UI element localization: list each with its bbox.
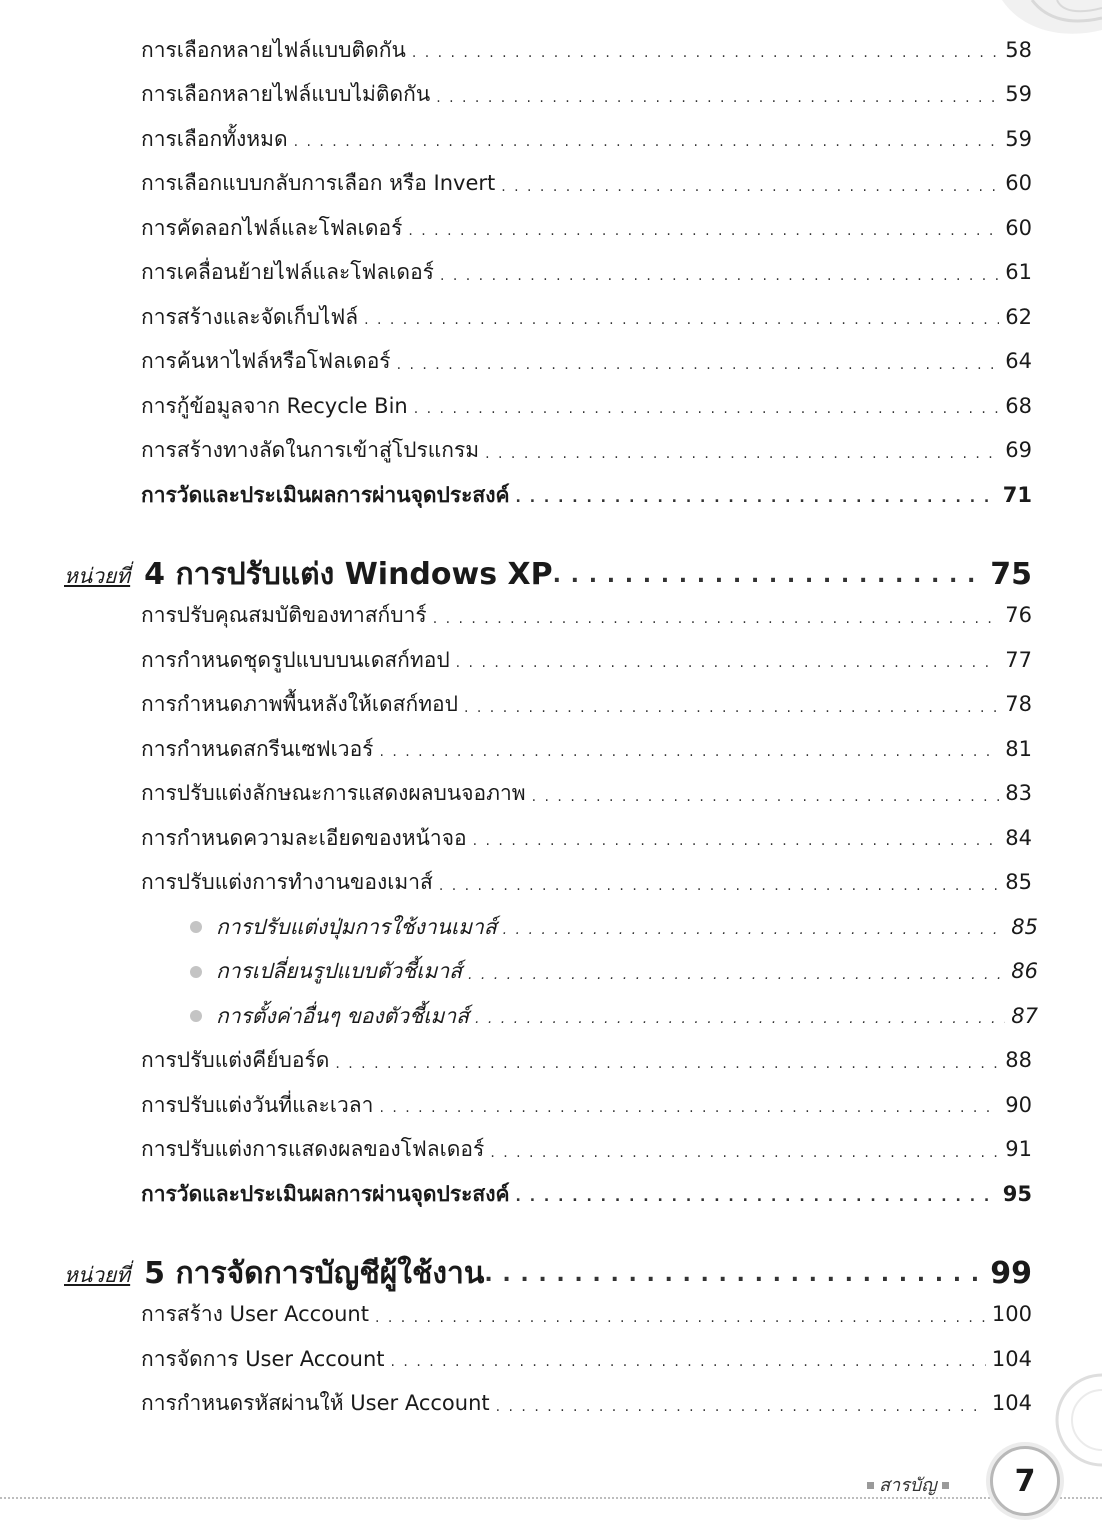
toc-subentry-label: การปรับแต่งปุ่มการใช้งานเมาส์ [216, 914, 497, 939]
toc-entry-label: การเลือกแบบกลับการเลือก หรือ Invert [141, 171, 496, 196]
toc-entry[interactable] [141, 340, 1032, 385]
unit-heading-4[interactable] [64, 534, 1032, 594]
toc-entry-label: การวัดและประเมินผลการผ่านจุดประสงค์ [141, 482, 510, 507]
leader-dots [475, 1012, 1005, 1026]
toc-subentry-page: 87 [1011, 1003, 1038, 1028]
toc-entry-page: 83 [1005, 781, 1032, 806]
toc-entry-label: การปรับแต่งการทำงานของเมาส์ [141, 870, 433, 895]
leader-dots [439, 879, 999, 893]
toc-entry[interactable] [141, 816, 1032, 861]
toc-entry[interactable] [141, 594, 1032, 639]
leader-dots [397, 358, 1000, 372]
unit-title: 5 การจัดการบัญชีผู้ใช้งาน [144, 1255, 485, 1291]
toc-entry-label: การสร้างทางลัดในการเข้าสู่โปรแกรม [141, 438, 480, 463]
toc-entry-label: การปรับแต่งคีย์บอร์ด [141, 1048, 330, 1073]
toc-subentry-page: 86 [1011, 959, 1038, 984]
toc-entry[interactable] [141, 727, 1032, 772]
unit-word: หน่วยที่ [64, 1262, 131, 1287]
toc-entry-label: การวัดและประเมินผลการผ่านจุดประสงค์ [141, 1181, 510, 1206]
toc-subentry[interactable] [190, 994, 1038, 1039]
leader-dots [379, 745, 999, 759]
toc-entry-page: 61 [1005, 260, 1032, 285]
toc-entry[interactable] [141, 1128, 1032, 1173]
toc-subentry-page: 85 [1011, 914, 1038, 939]
toc-subentry-label: การตั้งค่าอื่นๆ ของตัวชี้เมาส์ [216, 1003, 469, 1028]
toc-entry-label: การกำหนดรหัสผ่านให้ User Account [141, 1391, 490, 1416]
leader-dots [496, 1400, 986, 1414]
toc-entry-label: การเลือกหลายไฟล์แบบไม่ติดกัน [141, 82, 431, 107]
footer-section-text: สารบัญ [879, 1475, 937, 1496]
toc-entry-label: การปรับแต่งวันที่และเวลา [141, 1092, 374, 1117]
toc-entry[interactable] [141, 1337, 1032, 1382]
leader-dots [408, 224, 999, 238]
page-number-badge [990, 1446, 1060, 1516]
toc-entry-page: 71 [1002, 482, 1032, 507]
toc-entry-label: การจัดการ User Account [141, 1346, 385, 1371]
toc-entry-label: การสร้างและจัดเก็บไฟล์ [141, 304, 359, 329]
toc-entry[interactable] [141, 1293, 1032, 1338]
toc-entry-label: การกู้ข้อมูลจาก Recycle Bin [141, 393, 408, 418]
unit-word: หน่วยที่ [64, 563, 131, 588]
toc-entry-page: 100 [991, 1302, 1032, 1327]
toc-entry[interactable] [141, 1083, 1032, 1128]
leader-dots [532, 790, 1000, 804]
unit-page: 99 [990, 1255, 1032, 1291]
toc-entry-label: การปรับแต่งลักษณะการแสดงผลบนจอภาพ [141, 781, 526, 806]
toc-entry-page: 95 [1002, 1181, 1032, 1206]
bullet-icon [190, 1010, 202, 1022]
toc-entry-page: 64 [1005, 349, 1032, 374]
toc-entry-page: 59 [1005, 82, 1032, 107]
toc-entry[interactable] [141, 861, 1032, 906]
toc-entry-label: การกำหนดชุดรูปแบบบนเดสก์ทอป [141, 647, 450, 672]
leader-dots [490, 1146, 999, 1160]
leader-dots [379, 1101, 999, 1115]
toc-entry-assessment[interactable] [141, 473, 1032, 518]
leader-dots [335, 1057, 999, 1071]
leader-dots [503, 923, 1006, 937]
toc-entry-page: 58 [1005, 37, 1032, 62]
footer-section-label [862, 1470, 954, 1499]
toc-entry[interactable] [141, 638, 1032, 683]
square-bullet-icon [942, 1482, 949, 1489]
toc-entry-label: การปรับคุณสมบัติของทาสก์บาร์ [141, 603, 427, 628]
leader-dots [516, 1190, 997, 1204]
toc-entry-page: 91 [1005, 1137, 1032, 1162]
unit-page: 75 [990, 556, 1032, 592]
leader-dots [553, 565, 985, 587]
toc-entry-label: การปรับแต่งการแสดงผลของโฟลเดอร์ [141, 1137, 485, 1162]
unit-title: 4 การปรับแต่ง Windows XP [144, 556, 553, 592]
toc-subentry[interactable] [190, 950, 1038, 995]
toc-entry[interactable] [141, 1039, 1032, 1084]
toc-entry[interactable] [141, 251, 1032, 296]
toc-entry[interactable] [141, 28, 1032, 73]
leader-dots [436, 91, 999, 105]
leader-dots [484, 1264, 984, 1286]
toc-entry-label: การกำหนดภาพพื้นหลังให้เดสก์ทอป [141, 692, 458, 717]
toc-entry-assessment[interactable] [141, 1172, 1032, 1217]
toc-entry-label: การค้นหาไฟล์หรือโฟลเดอร์ [141, 349, 391, 374]
leader-dots [375, 1311, 986, 1325]
leader-dots [414, 402, 1000, 416]
leader-dots [456, 656, 1000, 670]
toc-entry[interactable] [141, 117, 1032, 162]
toc-entry[interactable] [141, 1382, 1032, 1427]
leader-dots [440, 269, 999, 283]
toc-entry[interactable] [141, 206, 1032, 251]
toc-entry-page: 69 [1005, 438, 1032, 463]
toc-entry-label: การคัดลอกไฟล์และโฟลเดอร์ [141, 215, 403, 240]
leader-dots [412, 46, 999, 60]
toc-entry-label: การเลือกทั้งหมด [141, 126, 288, 151]
toc-entry-page: 88 [1005, 1048, 1032, 1073]
toc-entry[interactable] [141, 295, 1032, 340]
page-number: 7 [1014, 1463, 1036, 1499]
toc-entry-label: การกำหนดสกรีนเซฟเวอร์ [141, 736, 374, 761]
leader-dots [391, 1355, 986, 1369]
toc-subentry-label: การเปลี่ยนรูปแบบตัวชี้เมาส์ [216, 959, 462, 984]
leader-dots [294, 135, 1000, 149]
unit-heading-5[interactable] [64, 1233, 1032, 1293]
toc-entry-page: 84 [1005, 825, 1032, 850]
toc-entry-page: 59 [1005, 126, 1032, 151]
toc-entry[interactable] [141, 772, 1032, 817]
toc-entry-page: 104 [991, 1346, 1032, 1371]
leader-dots [433, 612, 1000, 626]
toc-entry-label: การเลือกหลายไฟล์แบบติดกัน [141, 37, 406, 62]
toc-entry[interactable] [141, 683, 1032, 728]
toc-subentry[interactable] [190, 905, 1038, 950]
leader-dots [501, 180, 999, 194]
toc-entry-page: 76 [1005, 603, 1032, 628]
toc-entry-page: 81 [1005, 736, 1032, 761]
table-of-contents [0, 28, 1102, 1426]
toc-entry-label: การกำหนดความละเอียดของหน้าจอ [141, 825, 467, 850]
toc-entry-page: 85 [1005, 870, 1032, 895]
toc-entry-page: 90 [1005, 1092, 1032, 1117]
square-bullet-icon [867, 1482, 874, 1489]
leader-dots [468, 968, 1005, 982]
toc-entry[interactable] [141, 384, 1032, 429]
toc-entry[interactable] [141, 429, 1032, 474]
bullet-icon [190, 921, 202, 933]
leader-dots [473, 834, 1000, 848]
toc-entry-page: 78 [1005, 692, 1032, 717]
leader-dots [485, 447, 999, 461]
toc-entry[interactable] [141, 162, 1032, 207]
toc-entry-label: การสร้าง User Account [141, 1302, 369, 1327]
toc-entry-label: การเคลื่อนย้ายไฟล์และโฟลเดอร์ [141, 260, 434, 285]
toc-entry-page: 60 [1005, 215, 1032, 240]
leader-dots [364, 313, 999, 327]
toc-entry-page: 62 [1005, 304, 1032, 329]
toc-entry-page: 68 [1005, 393, 1032, 418]
toc-entry-page: 104 [991, 1391, 1032, 1416]
leader-dots [464, 701, 999, 715]
toc-entry-page: 77 [1005, 647, 1032, 672]
leader-dots [516, 491, 997, 505]
bullet-icon [190, 966, 202, 978]
toc-entry-page: 60 [1005, 171, 1032, 196]
toc-entry[interactable] [141, 73, 1032, 118]
